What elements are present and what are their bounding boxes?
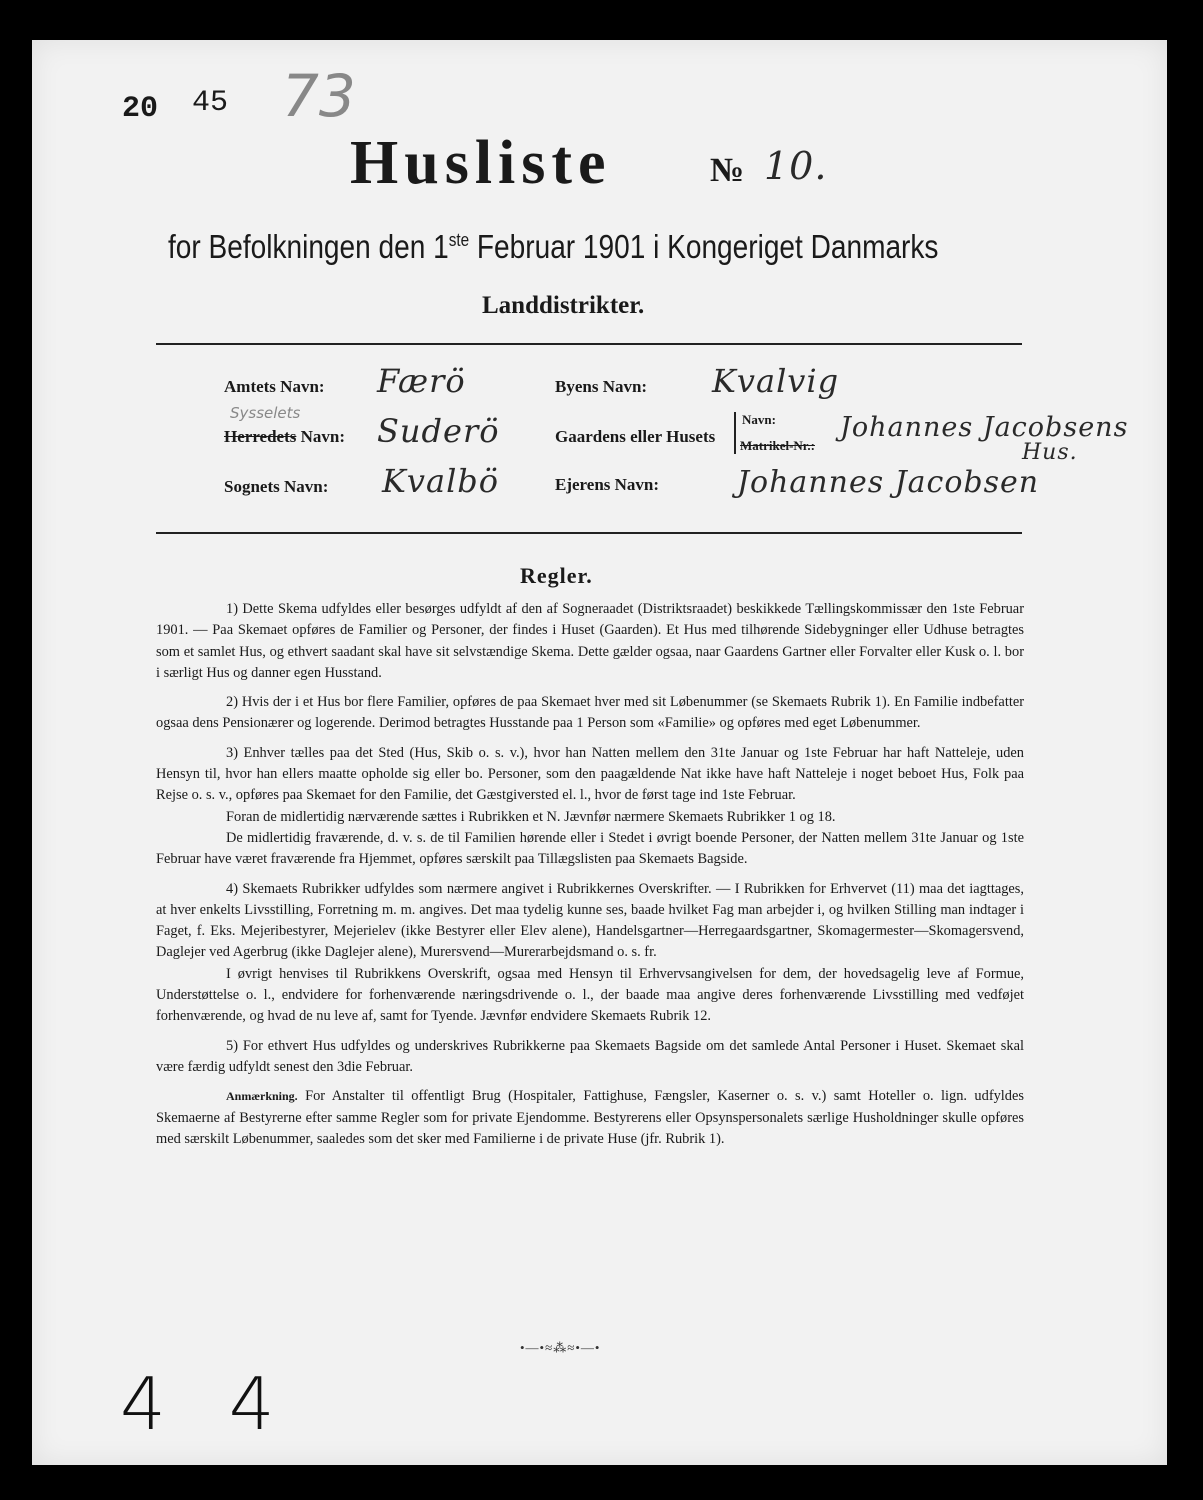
amt-label: Amtets Navn: xyxy=(224,377,325,396)
census-form-page xyxy=(32,40,1167,1465)
matrikel-sublabel: Matrikel-Nr.: xyxy=(740,438,815,453)
sheet-number: 20 xyxy=(122,92,159,126)
amt-value: Færö xyxy=(377,362,466,400)
top-rule xyxy=(156,343,1022,345)
ejer-label: Ejerens Navn: xyxy=(555,475,660,494)
by-label: Byens Navn: xyxy=(555,377,648,396)
form-title: Husliste xyxy=(350,129,612,197)
bottom-rule xyxy=(156,532,1022,534)
anmaerkning: Anmærkning. For Anstalter til offentligt Brug (Hospitaler, Fattighuse, Fængsler, Kaserner o. s. v.) samt Hoteller o. lign. udfyldes Skemaerne af Bestyrerne efter samme Regler som for private Ejendomme. Bestyrerens eller Opsynspersonalets særlige Husholdninger skulle opføres med særskilt Løbenummer, saaledes som det sker med Familierne i de private Huse (jfr. Rubrik 1). xyxy=(156,1088,1024,1147)
rule-4: 4) Skemaets Rubrikker udfyldes som nærmere angivet i Rubrikkernes Overskrifter. — I Rubrikken for Erhvervet (11) maa det iagttages, at hver enkelts Livsstilling, Forretning m. m. angives. Det maa tydelig kunne ses, baade hvilket Fag man arbejder i, og hvilken Stilling man indtager i Faget, f. Eks. Mejeribestyrer, Mejerielev (ikke Bestyrer eller Elev alene), Handelsgartner—Herregaardsgartner, Skomagermester—Skomagersvend, Daglejer ved Agerbrug (ikke Daglejer alene), Murersvend—Murerarbejdsmand o. s. fr. xyxy=(156,880,1024,961)
pencil-number: 73 xyxy=(282,62,356,130)
sogn-label: Sognets Navn: xyxy=(224,477,329,496)
herred-value: Suderö xyxy=(377,412,500,450)
district-label: Landdistrikter. xyxy=(482,292,645,319)
rule-5: 5) For ethvert Hus udfyldes og underskrives Rubrikkerne paa Skemaets Bagside om det samlede Antal Personer i Huset. Skemaet skal være færdig udfyldt senest den 3die Februar. xyxy=(156,1037,1024,1075)
rule-1: 1) Dette Skema udfyldes eller besørges udfyldt af den af Sogneraadet (Distriktsraadet) beskikkede Tællingskommissær den 1ste Februar 1901. — Paa Skemaet opføres de Familier og Personer, der findes i Huset (Gaarden). Et Hus med tilhørende Sidebygninger eller Udhuse betragtes som et samlet Hus, og ethvert saadant skal have sit selvstændige Skema. Dette gælder ogsaa, naar Gaardens Gartner eller Forvalter eller Kusk o. l. bor i særligt Hus og danner egen Husstand. xyxy=(156,601,1024,681)
number-sign: № xyxy=(710,152,745,189)
herred-pencil-correction: Sysselets xyxy=(230,404,301,422)
herred-label: Herredets Navn: xyxy=(224,427,346,446)
form-number: 10. xyxy=(764,144,828,188)
gaard-label: Gaardens eller Husets xyxy=(555,427,716,446)
regler-heading: Regler. xyxy=(520,563,593,588)
rule-4b: I øvrigt henvises til Rubrikkens Overskrift, ogsaa med Hensyn til Erhvervsangivelsen for dem, der hovedsagelig leve af Formue, Understøttelse o. l., endvidere for forhenværende næringsdrivende o. l., der baade maa angive deres forhenværende Livsstilling med vedføjet forhenværende, og hvad de nu leve af, samt for Tyende. Jævnfør endvidere Skemaets Rubrik 12. xyxy=(156,965,1024,1025)
gaard-value-line2: Hus. xyxy=(1022,440,1078,465)
handwritten-count: 4 4 xyxy=(120,1362,275,1446)
navn-sublabel: Navn: xyxy=(742,412,776,427)
form-subtitle: for Befolkningen den 1ste Februar 1901 i Kongeriget Danmarks xyxy=(168,228,939,265)
stamp-number: 45 xyxy=(192,86,229,120)
ornament: •—•≈⁂≈•—• xyxy=(520,1340,601,1355)
by-value: Kvalvig xyxy=(712,362,840,400)
ejer-value: Johannes Jacobsen xyxy=(737,465,1040,500)
bracket xyxy=(734,412,736,454)
rules-body xyxy=(156,599,1024,1150)
gaard-value: Johannes Jacobsens xyxy=(840,412,1129,443)
sogn-value: Kvalbö xyxy=(382,462,500,500)
rule-3: 3) Enhver tælles paa det Sted (Hus, Skib o. s. v.), hvor han Natten mellem den 31te Januar og 1ste Februar har haft Natteleje, uden Hensyn til, hvor han ellers maatte opholde sig eller bo. Personer, som den paagældende Nat ikke have haft Natteleje i noget beboet Hus, Folk paa Rejse o. s. v., opføres paa Skemaet for den Familie, det Gæstgiversted el. l., hvor de først tage ind 1ste Februar. xyxy=(156,744,1024,804)
rule-3b: Foran de midlertidig nærværende sættes i Rubrikken et N. Jævnfør nærmere Skemaets Rubrikker 1 og 18. xyxy=(226,808,836,825)
rule-3c: De midlertidig fraværende, d. v. s. de til Familien hørende eller i Stedet i øvrigt boende Personer, der Natten mellem 31te Januar og 1ste Februar have været fraværende fra Hjemmet, opføres særskilt paa Tillægslisten paa Skemaets Bagside. xyxy=(156,829,1024,868)
rule-2: 2) Hvis der i et Hus bor flere Familier, opføres de paa Skemaet hver med sit Løbenummer (se Skemaets Rubrik 1). En Familie indbefatter ogsaa dens Pensionærer og logerende. Derimod betragtes Husstande paa 1 Person som «Familie» og opføres med eget Løbenummer. xyxy=(156,694,1024,732)
